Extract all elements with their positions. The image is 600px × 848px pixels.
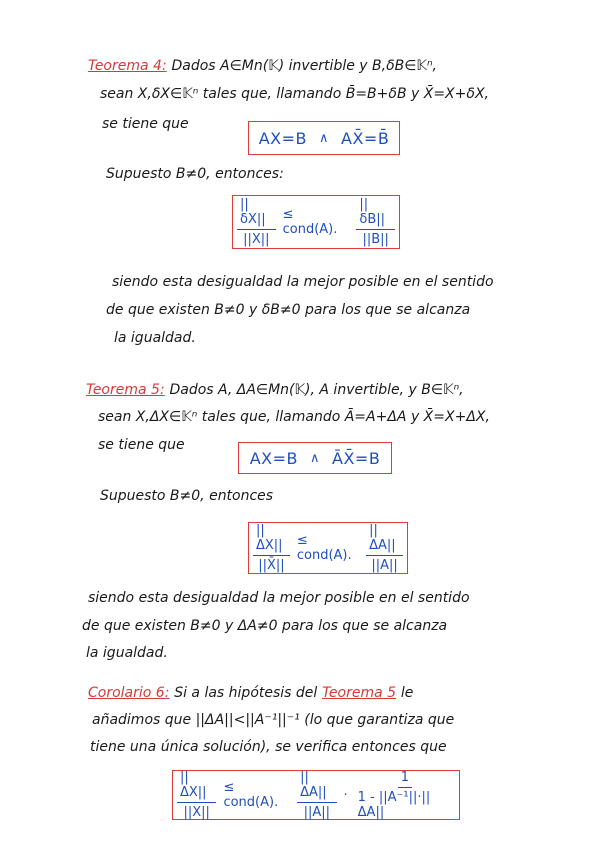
corollary6-m2-num: ||ΔA|| xyxy=(297,770,336,803)
theorem5-line2: sean X,ΔX∈𝕂ⁿ tales que, llamando Ā=A+ΔA y X̄=X+ΔX, xyxy=(98,409,490,425)
theorem4-inequality-box xyxy=(232,195,400,249)
corollary6-lhs-num: ||ΔX|| xyxy=(177,770,216,803)
corollary6-theorem-ref: Teorema 5 xyxy=(322,685,397,701)
theorem4-lhs-num: ||δX|| xyxy=(237,197,276,230)
theorem4-system-box xyxy=(248,121,400,155)
theorem5-system-right: ĀX̄=B xyxy=(332,448,381,468)
corollary6-r-den: 1 - ||A⁻¹||·||ΔA|| xyxy=(357,790,431,820)
corollary6-r-fraction xyxy=(355,770,455,820)
corollary6-line1 xyxy=(88,683,413,701)
theorem5-lhs-num: ||ΔX|| xyxy=(253,523,290,556)
theorem5-lhs-fraction xyxy=(253,523,290,573)
theorem5-label: Teorema 5: xyxy=(86,382,165,398)
theorem5-ineq-mid: ≤ cond(A). xyxy=(296,533,352,563)
theorem4-label: Teorema 4: xyxy=(88,58,167,74)
theorem4-rhs-fraction xyxy=(356,197,395,247)
theorem5-remark1: siendo esta desigualdad la mejor posible en el sentido xyxy=(88,590,470,606)
theorem4-lhs-den: ||X|| xyxy=(243,232,270,247)
corollary6-m2-den: ||A|| xyxy=(303,805,330,820)
theorem5-rhs-num: ||ΔA|| xyxy=(366,523,403,556)
corollary6-line2: añadimos que ||ΔA||<||A⁻¹||⁻¹ (lo que garantiza que xyxy=(92,712,455,728)
theorem4-line2: sean X,δX∈𝕂ⁿ tales que, llamando B̄=B+δB y X̄=X+δX, xyxy=(100,86,489,102)
corollary6-ineq-mid: ≤ cond(A). xyxy=(223,780,279,810)
theorem5-system-left: AX=B xyxy=(249,448,298,468)
corollary6-text-post: le xyxy=(400,685,414,701)
theorem4-text1: Dados A∈Mn(𝕂) invertible y B,δB∈𝕂ⁿ, xyxy=(171,58,438,74)
theorem4-remark3: la igualdad. xyxy=(114,330,196,346)
theorem4-line1 xyxy=(88,56,437,74)
corollary6-label: Corolario 6: xyxy=(88,685,170,701)
theorem5-suppose: Supuesto B≠0, entonces xyxy=(100,488,274,504)
theorem5-text1: Dados A, ΔA∈Mn(𝕂), A invertible, y B∈𝕂ⁿ, xyxy=(169,382,464,398)
corollary6-dot: · xyxy=(343,787,348,803)
theorem5-line1 xyxy=(86,380,464,398)
theorem4-remark1: siendo esta desigualdad la mejor posible en el sentido xyxy=(112,274,494,290)
theorem4-line3: se tiene que xyxy=(102,116,189,132)
theorem5-remark2: de que existen B≠0 y ΔA≠0 para los que se alcanza xyxy=(82,618,448,634)
corollary6-inequality-box xyxy=(172,770,460,820)
theorem5-inequality-box xyxy=(248,522,408,574)
theorem4-rhs-num: ||δB|| xyxy=(356,197,395,230)
theorem4-system-left: AX=B xyxy=(258,128,307,148)
theorem5-rhs-fraction xyxy=(366,523,403,573)
theorem4-remark2: de que existen B≠0 y δB≠0 para los que se alcanza xyxy=(106,302,471,318)
theorem5-remark3: la igualdad. xyxy=(86,645,168,661)
theorem5-lhs-den: ||X̄|| xyxy=(258,558,285,573)
corollary6-lhs-den: ||X|| xyxy=(183,805,210,820)
theorem4-system-right: AX̄=B̄ xyxy=(341,128,390,148)
theorem4-rhs-den: ||B|| xyxy=(362,232,389,247)
theorem5-line3: se tiene que xyxy=(98,437,185,453)
theorem4-system-and: ∧ xyxy=(318,130,329,146)
theorem5-system-box xyxy=(238,442,392,474)
corollary6-line3: tiene una única solución), se verifica entonces que xyxy=(90,739,447,755)
corollary6-m2-fraction xyxy=(297,770,336,820)
corollary6-lhs-fraction xyxy=(177,770,216,820)
theorem4-ineq-mid: ≤ cond(A). xyxy=(282,207,338,237)
theorem5-system-and: ∧ xyxy=(309,450,320,466)
theorem4-lhs-fraction xyxy=(237,197,276,247)
theorem4-suppose: Supuesto B≠0, entonces: xyxy=(106,166,284,182)
corollary6-r-num: 1 xyxy=(398,770,412,788)
theorem5-rhs-den: ||A|| xyxy=(371,558,398,573)
corollary6-text-pre: Si a las hipótesis del xyxy=(174,685,318,701)
